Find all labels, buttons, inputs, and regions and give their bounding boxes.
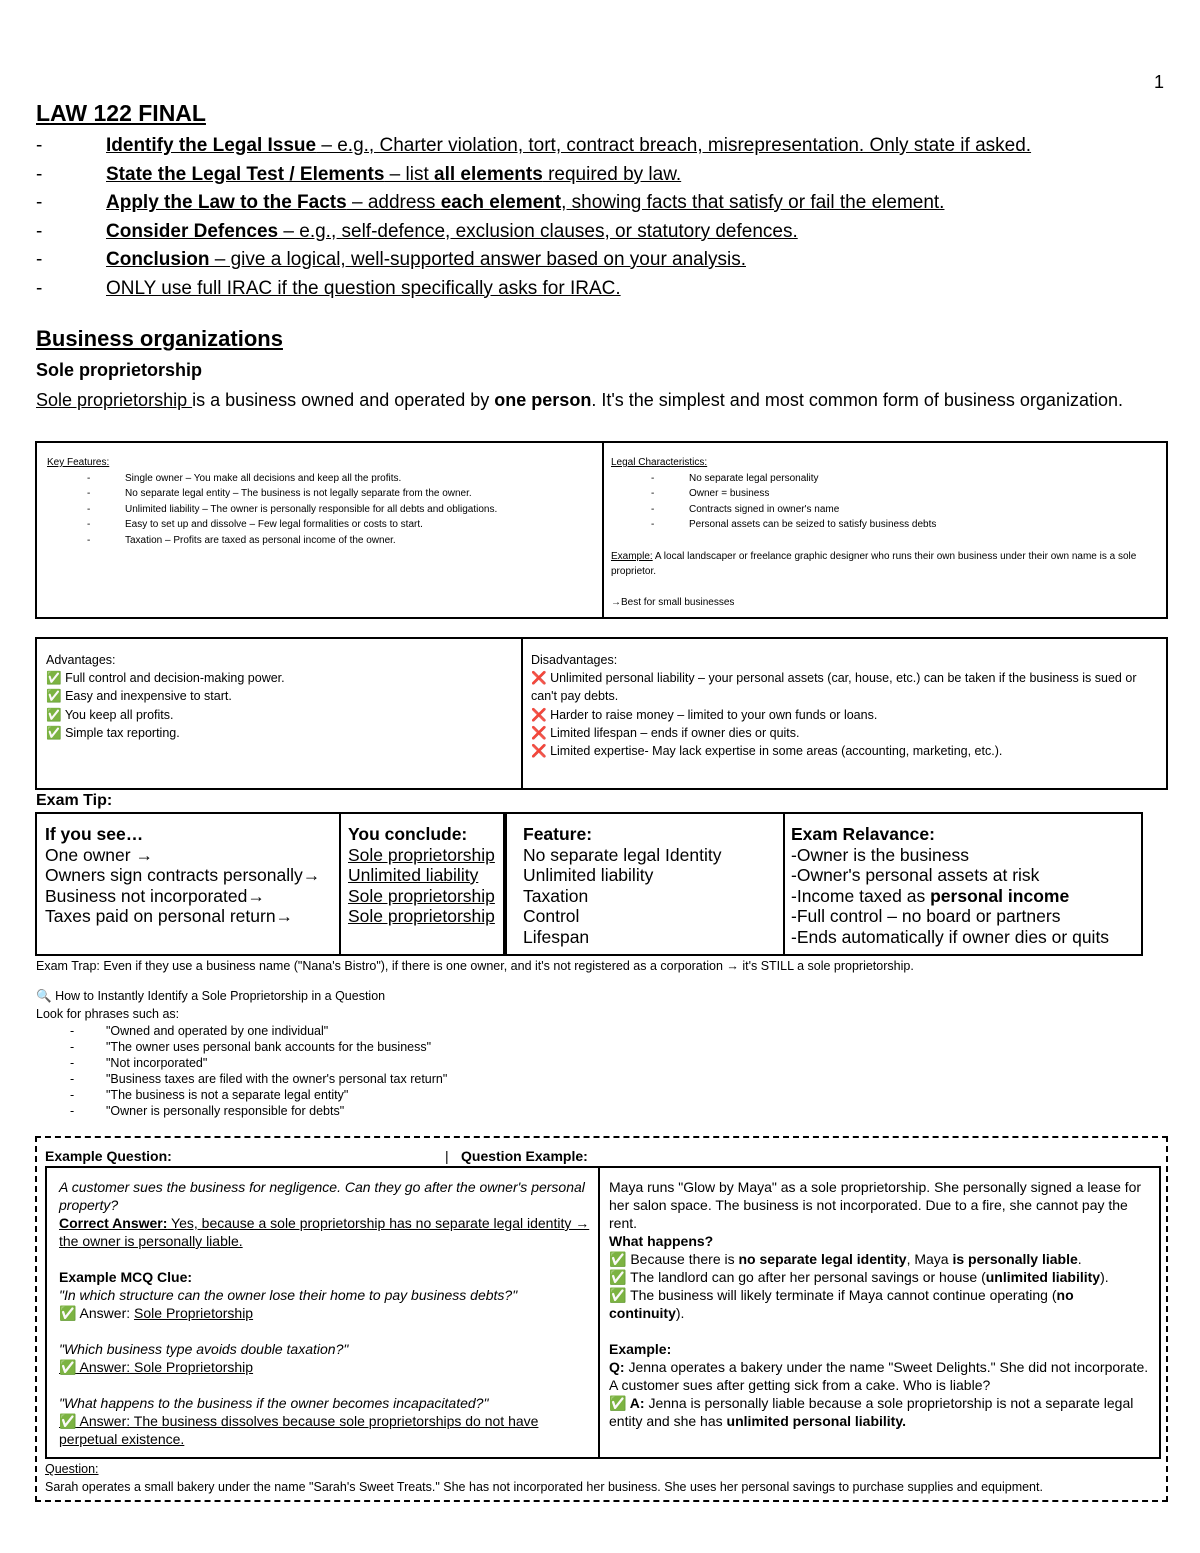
disadvantage-text: Harder to raise money – limited to your own funds or loans. (550, 707, 878, 722)
bottom-question-label: Question: (45, 1462, 99, 1476)
table-cell: -Full control – no board or partners (791, 906, 1061, 926)
key-features-heading: Key Features: (47, 457, 110, 468)
outcome-text: , Maya (906, 1251, 953, 1267)
magnifier-icon: 🔍 (36, 989, 52, 1003)
mcq-answer (59, 1412, 591, 1448)
list-item (611, 502, 1163, 518)
phrase-text: "Owner is personally responsible for debts" (106, 1104, 345, 1119)
check-icon: ✅ (609, 1251, 627, 1267)
list-item-text: Contracts signed in owner's name (689, 503, 840, 515)
step-label: Identify the Legal Issue (106, 135, 317, 156)
list-item (36, 275, 1031, 304)
list-item (36, 132, 1031, 161)
correct-answer-text: Yes, because a sole proprietorship has no separate legal identity → the owner is personally liable. (59, 1215, 590, 1249)
irac-steps-list (36, 132, 1031, 303)
table-cell: Unlimited liability (523, 865, 654, 885)
intro-text: is a business owned and operated by (192, 390, 495, 410)
outcome-item (609, 1250, 1149, 1268)
check-icon: ✅ (609, 1395, 627, 1411)
bullet-dash: - (70, 1072, 75, 1087)
advantage-item (46, 706, 516, 724)
step-text: ONLY use full IRAC if the question specifically asks for IRAC. (106, 277, 621, 299)
bullet-dash: - (70, 1088, 75, 1103)
table-cell: Sole proprietorship (348, 844, 495, 865)
check-icon: ✅ (609, 1287, 627, 1303)
question-example-heading: Question Example: (461, 1148, 588, 1164)
if-you-see-column (45, 824, 335, 927)
list-item-text: No separate legal personality (689, 472, 819, 484)
bullet-dash: - (70, 1040, 75, 1055)
bullet-dash: - (87, 519, 91, 530)
outcome-text: . (1077, 1251, 1082, 1267)
check-icon: ✅ (59, 1359, 77, 1375)
intro-emphasis: one person (494, 390, 592, 410)
intro-term: Sole proprietorship (36, 390, 193, 410)
table-cell: Taxes paid on personal return→ (45, 906, 294, 926)
mcq-question: "Which business type avoids double taxation?" (59, 1341, 349, 1357)
example-text (611, 549, 1163, 580)
list-item (611, 486, 1163, 502)
intro-paragraph (36, 387, 1156, 414)
list-item (611, 517, 1163, 533)
table-cell: No separate legal Identity (523, 844, 722, 865)
bullet-dash: - (36, 163, 43, 185)
advantage-text: Simple tax reporting. (65, 725, 180, 740)
disadvantage-item (531, 669, 1161, 705)
bullet-dash: - (87, 503, 91, 515)
outcome-emphasis: no separate legal identity (738, 1251, 907, 1267)
list-item (611, 471, 1163, 487)
list-item-text: Unlimited liability – The owner is personally responsible for all debts and obligations. (125, 503, 498, 515)
table-cell-text: -Income taxed as (791, 885, 931, 906)
intro-text: . It's the simplest and most common form of business organization. (591, 390, 1123, 410)
key-features-cell (47, 455, 592, 548)
advantage-item (46, 669, 516, 687)
list-item (36, 1103, 1036, 1119)
bullet-dash: - (70, 1056, 75, 1071)
correct-answer-label: Correct Answer: (59, 1215, 168, 1231)
identify-heading (36, 987, 1036, 1005)
bullet-dash: - (70, 1024, 75, 1039)
table-cell: Taxation (523, 885, 589, 906)
step-text: – address (346, 192, 441, 213)
check-icon: ✅ (59, 1413, 77, 1429)
disadvantage-text: Limited lifespan – ends if owner dies or quits. (550, 725, 800, 740)
cross-icon: ❌ (531, 707, 547, 722)
identify-section (36, 987, 1036, 1119)
cross-icon: ❌ (531, 671, 547, 686)
step-text: – e.g., self-defence, exclusion clauses, or statutory defences. (278, 220, 798, 242)
phrase-text: "The owner uses personal bank accounts for the business" (106, 1040, 432, 1055)
table-cell: -Owner is the business (791, 844, 969, 865)
step-label: Apply the Law to the Facts (106, 192, 347, 213)
bullet-dash: - (651, 503, 655, 515)
step-emphasis: each element (440, 192, 562, 213)
advantage-item (46, 687, 516, 705)
check-icon: ✅ (46, 725, 62, 740)
disadvantages-heading: Disadvantages: (531, 653, 618, 667)
mcq-answer-text: Answer: Sole Proprietorship (76, 1359, 254, 1375)
what-happens-heading: What happens? (609, 1233, 714, 1249)
look-for-label: Look for phrases such as: (36, 1007, 180, 1022)
cross-icon: ❌ (531, 744, 547, 759)
bullet-dash: - (87, 472, 91, 484)
disadvantage-item (531, 706, 1161, 724)
phrase-text: "The business is not a separate legal entity" (106, 1088, 349, 1103)
list-item (36, 1023, 1036, 1039)
list-item-text: Taxation – Profits are taxed as personal income of the owner. (125, 534, 396, 546)
scenario-text: Maya runs "Glow by Maya" as a sole proprietorship. She personally signed a lease for her salon space. The business is not incorporated. Due to a fire, she cannot pay the rent. (609, 1179, 1142, 1231)
you-conclude-column (348, 824, 500, 927)
a-label: A: (626, 1395, 645, 1411)
advantages-heading: Advantages: (46, 653, 116, 667)
step-text: , showing facts that satisfy or fail the element. (561, 192, 945, 213)
identify-heading-text: How to Instantly Identify a Sole Proprietorship in a Question (55, 989, 386, 1003)
outcome-emphasis: no continuity (609, 1287, 1074, 1321)
step-text: – give a logical, well-supported answer based on your analysis. (209, 249, 746, 270)
advantages-cell (46, 651, 516, 742)
best-for-note: →Best for small businesses (611, 596, 735, 608)
example-answer (609, 1394, 1149, 1430)
table-divider (521, 639, 523, 788)
example-heading: Example: (609, 1341, 672, 1357)
mcq-answer-text: Sole Proprietorship (134, 1305, 254, 1321)
column-heading: If you see… (45, 824, 144, 844)
subsection-title: Sole proprietorship (36, 360, 203, 380)
q-text: Jenna operates a bakery under the name "Sweet Delights." She did not incorporate. A customer sues after getting sick from a cake. Who is liable? (609, 1359, 1149, 1393)
table-cell: Sole proprietorship (348, 906, 495, 926)
exam-relevance-column (791, 824, 1141, 947)
outcome-text: The business will likely terminate if Maya cannot continue operating ( (626, 1287, 1057, 1303)
table-cell-emphasis: personal income (930, 885, 1070, 906)
example-q1: A customer sues the business for negligence. Can they go after the owner's personal property? (59, 1179, 585, 1213)
table-divider (602, 443, 604, 617)
a-text: Jenna is personally liable because a sole proprietorship is not a separate legal entity and she has (609, 1395, 1134, 1429)
mcq-answer (59, 1358, 591, 1376)
question-example-cell (609, 1178, 1149, 1430)
bottom-question-text: Sarah operates a small bakery under the name "Sarah's Sweet Treats." She has not incorporated her business. She uses her personal savings to purchase supplies and equipment. (45, 1480, 1043, 1495)
cross-icon: ❌ (531, 725, 547, 740)
bullet-dash: - (36, 192, 43, 213)
outcome-text: ). (1100, 1269, 1109, 1285)
bullet-dash: - (36, 220, 43, 242)
step-label: State the Legal Test / Elements (106, 163, 385, 185)
disadvantage-item (531, 724, 1161, 742)
table-divider (339, 814, 341, 954)
outcome-text: The landlord can go after her personal savings or house ( (626, 1269, 986, 1285)
step-text: – e.g., Charter violation, tort, contract breach, misrepresentation. Only state if asked. (316, 135, 1032, 156)
check-icon: ✅ (609, 1269, 627, 1285)
check-icon: ✅ (46, 707, 62, 722)
table-cell: Unlimited liability (348, 865, 479, 885)
outcome-emphasis: is personally liable (952, 1251, 1078, 1267)
check-icon: ✅ (59, 1305, 77, 1321)
list-item (47, 486, 592, 502)
table-cell: Lifespan (523, 926, 590, 947)
advantage-item (46, 724, 516, 742)
list-item-text: Owner = business (689, 488, 770, 499)
table-cell: Control (523, 906, 580, 926)
table-divider (503, 814, 507, 954)
list-item (47, 471, 592, 487)
outcome-text: Because there is (626, 1251, 739, 1267)
correct-answer (59, 1214, 591, 1250)
list-item (47, 517, 592, 533)
list-item-text: Personal assets can be seized to satisfy business debts (689, 519, 937, 530)
table-cell: Owners sign contracts personally→ (45, 865, 321, 885)
disadvantage-text: Limited expertise- May lack expertise in some areas (accounting, marketing, etc.). (550, 744, 1003, 759)
column-heading: You conclude: (348, 824, 468, 844)
phrase-text: "Owned and operated by one individual" (106, 1024, 329, 1039)
advantage-text: Easy and inexpensive to start. (65, 689, 232, 704)
table-divider (783, 814, 785, 954)
advantage-text: Full control and decision-making power. (65, 671, 285, 686)
mcq-answer-text: Answer: The business dissolves because sole proprietorships do not have perpetual existence. (59, 1413, 539, 1447)
exam-trap-note: Exam Trap: Even if they use a business name ("Nana's Bistro"), if there is one owner, and it's not registered as a corporation → it's STILL a sole proprietorship. (36, 959, 914, 973)
list-item (36, 1039, 1036, 1055)
check-icon: ✅ (46, 689, 62, 704)
example-body: A local landscaper or freelance graphic designer who runs their own business under their own name is a sole proprietor. (611, 550, 1137, 577)
disadvantages-cell (531, 651, 1161, 760)
outcome-text: ). (675, 1305, 685, 1321)
page-number: 1 (1153, 72, 1164, 92)
column-heading: Feature: (523, 824, 593, 844)
list-item (36, 246, 1031, 275)
outcome-item (609, 1286, 1149, 1322)
a-emphasis: unlimited personal liability. (726, 1413, 906, 1429)
check-icon: ✅ (46, 671, 62, 686)
list-item-text: No separate legal entity – The business is not legally separate from the owner. (125, 488, 472, 499)
document-title: LAW 122 FINAL (36, 100, 206, 126)
list-item (36, 1055, 1036, 1071)
bullet-dash: - (651, 472, 655, 484)
example-question-cell (59, 1178, 591, 1448)
exam-tip-table (35, 812, 1143, 956)
disadvantage-item (531, 742, 1161, 760)
mcq-question: "In which structure can the owner lose their home to pay business debts?" (59, 1287, 518, 1303)
bottom-question (45, 1460, 1155, 1496)
exam-tip-heading: Exam Tip: (36, 792, 113, 809)
mcq-question: "What happens to the business if the owner becomes incapacitated?" (59, 1395, 489, 1411)
bullet-dash: - (87, 534, 91, 546)
legal-characteristics-cell (611, 455, 1163, 610)
outcome-item (609, 1268, 1149, 1286)
list-item (36, 218, 1031, 247)
mcq-heading: Example MCQ Clue: (59, 1269, 193, 1285)
bullet-dash: - (87, 488, 91, 499)
mcq-answer-label: Answer: (76, 1305, 135, 1321)
advantage-text: You keep all profits. (64, 707, 174, 722)
column-heading: Exam Relavance: (791, 824, 935, 844)
table-cell: -Ends automatically if owner dies or quits (791, 926, 1110, 947)
heading-separator: | (445, 1148, 449, 1164)
table-cell: One owner → (45, 844, 153, 865)
bullet-dash: - (36, 277, 43, 299)
section-title: Business organizations (36, 326, 283, 351)
example-question (609, 1358, 1149, 1394)
outcome-emphasis: unlimited liability (985, 1269, 1101, 1285)
bullet-dash: - (651, 488, 655, 499)
bullet-dash: - (36, 249, 43, 270)
q-label: Q: (609, 1359, 625, 1375)
list-item (36, 1071, 1036, 1087)
table-cell: Business not incorporated→ (45, 885, 265, 906)
disadvantage-text: Unlimited personal liability – your personal assets (car, house, etc.) can be taken if the business is sued or can't pay debts. (531, 671, 1137, 704)
list-item (36, 161, 1031, 190)
example-label: Example: (611, 550, 653, 562)
step-emphasis: all elements (434, 163, 543, 185)
list-item-text: Single owner – You make all decisions and keep all the profits. (125, 472, 402, 484)
phrase-text: "Not incorporated" (106, 1056, 208, 1071)
list-item (36, 189, 1031, 218)
phrase-text: "Business taxes are filed with the owner's personal tax return" (106, 1072, 448, 1087)
bullet-dash: - (70, 1104, 75, 1119)
feature-column (523, 824, 778, 947)
table-cell (791, 886, 1141, 907)
mcq-answer (59, 1304, 591, 1322)
example-question-heading: Example Question: (45, 1148, 172, 1164)
list-item-text: Easy to set up and dissolve – Few legal formalities or costs to start. (125, 519, 423, 530)
step-label: Conclusion (106, 249, 210, 270)
list-item (47, 502, 592, 518)
list-item (36, 1087, 1036, 1103)
step-label: Consider Defences (106, 220, 279, 242)
pros-cons-table (35, 637, 1168, 790)
bullet-dash: - (651, 519, 655, 530)
legal-characteristics-heading: Legal Characteristics: (611, 457, 708, 468)
examples-table (45, 1166, 1161, 1459)
list-item (47, 533, 592, 549)
table-cell: -Owner's personal assets at risk (791, 865, 1040, 885)
table-cell: Sole proprietorship (348, 885, 495, 906)
bullet-dash: - (36, 135, 43, 156)
features-table (35, 441, 1168, 619)
step-text: required by law. (542, 163, 682, 185)
table-divider (598, 1168, 600, 1457)
step-text: – list (384, 163, 435, 185)
examples-box (35, 1136, 1168, 1502)
